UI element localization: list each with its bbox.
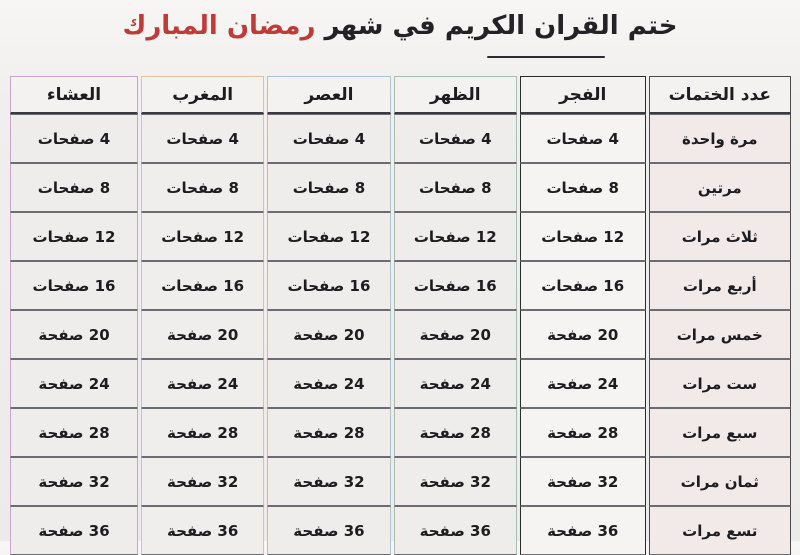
value-cell-fajr: 28 صفحة — [520, 408, 646, 457]
value-cell-maghrib: 12 صفحات — [141, 212, 264, 261]
row-label-cell: مرتين — [649, 163, 791, 212]
table-row — [10, 114, 791, 163]
table-row — [10, 310, 791, 359]
value-cell-isha: 8 صفحات — [10, 163, 138, 212]
value-cell-isha: 32 صفحة — [10, 457, 138, 506]
header-cell-completions: عدد الختمات — [649, 76, 791, 114]
value-cell-dhuhr: 24 صفحة — [394, 359, 517, 408]
value-cell-fajr: 12 صفحات — [520, 212, 646, 261]
title-underline — [487, 56, 605, 58]
value-cell-fajr: 36 صفحة — [520, 506, 646, 555]
value-cell-maghrib: 36 صفحة — [141, 506, 264, 555]
table-head — [10, 76, 791, 114]
value-cell-isha: 4 صفحات — [10, 114, 138, 163]
value-cell-maghrib: 24 صفحة — [141, 359, 264, 408]
value-cell-asr: 20 صفحة — [267, 310, 390, 359]
page-title — [0, 0, 800, 41]
row-label-cell: تسع مرات — [649, 506, 791, 555]
row-label-cell: ست مرات — [649, 359, 791, 408]
header-cell-maghrib: المغرب — [141, 76, 264, 114]
value-cell-asr: 28 صفحة — [267, 408, 390, 457]
table-body — [10, 114, 791, 555]
value-cell-fajr: 24 صفحة — [520, 359, 646, 408]
value-cell-isha: 16 صفحات — [10, 261, 138, 310]
table-row — [10, 212, 791, 261]
table-row — [10, 163, 791, 212]
header-cell-dhuhr: الظهر — [394, 76, 517, 114]
table-row — [10, 261, 791, 310]
value-cell-maghrib: 32 صفحة — [141, 457, 264, 506]
table-row — [10, 408, 791, 457]
row-label-cell: ثمان مرات — [649, 457, 791, 506]
header-cell-isha: العشاء — [10, 76, 138, 114]
value-cell-dhuhr: 28 صفحة — [394, 408, 517, 457]
header-cell-fajr: الفجر — [520, 76, 646, 114]
value-cell-dhuhr: 36 صفحة — [394, 506, 517, 555]
value-cell-fajr: 16 صفحات — [520, 261, 646, 310]
value-cell-dhuhr: 16 صفحات — [394, 261, 517, 310]
table-row — [10, 359, 791, 408]
title-text: ختم القران الكريم في شهر — [324, 11, 678, 41]
table-row — [10, 457, 791, 506]
value-cell-dhuhr: 32 صفحة — [394, 457, 517, 506]
value-cell-asr: 24 صفحة — [267, 359, 390, 408]
row-label-cell: خمس مرات — [649, 310, 791, 359]
value-cell-asr: 32 صفحة — [267, 457, 390, 506]
value-cell-fajr: 4 صفحات — [520, 114, 646, 163]
title-highlight: رمضان المبارك — [122, 11, 316, 41]
quran-completion-table — [7, 76, 794, 555]
value-cell-fajr: 8 صفحات — [520, 163, 646, 212]
value-cell-asr: 16 صفحات — [267, 261, 390, 310]
value-cell-maghrib: 4 صفحات — [141, 114, 264, 163]
value-cell-isha: 12 صفحات — [10, 212, 138, 261]
row-label-cell: ثلاث مرات — [649, 212, 791, 261]
value-cell-asr: 8 صفحات — [267, 163, 390, 212]
value-cell-dhuhr: 4 صفحات — [394, 114, 517, 163]
value-cell-fajr: 20 صفحة — [520, 310, 646, 359]
value-cell-fajr: 32 صفحة — [520, 457, 646, 506]
value-cell-isha: 24 صفحة — [10, 359, 138, 408]
value-cell-maghrib: 16 صفحات — [141, 261, 264, 310]
value-cell-maghrib: 28 صفحة — [141, 408, 264, 457]
value-cell-asr: 36 صفحة — [267, 506, 390, 555]
table-row — [10, 506, 791, 555]
header-row — [10, 76, 791, 114]
row-label-cell: أربع مرات — [649, 261, 791, 310]
value-cell-dhuhr: 12 صفحات — [394, 212, 517, 261]
row-label-cell: مرة واحدة — [649, 114, 791, 163]
row-label-cell: سبع مرات — [649, 408, 791, 457]
value-cell-maghrib: 8 صفحات — [141, 163, 264, 212]
value-cell-isha: 20 صفحة — [10, 310, 138, 359]
value-cell-asr: 4 صفحات — [267, 114, 390, 163]
value-cell-maghrib: 20 صفحة — [141, 310, 264, 359]
value-cell-dhuhr: 20 صفحة — [394, 310, 517, 359]
header-cell-asr: العصر — [267, 76, 390, 114]
value-cell-isha: 36 صفحة — [10, 506, 138, 555]
value-cell-isha: 28 صفحة — [10, 408, 138, 457]
value-cell-asr: 12 صفحات — [267, 212, 390, 261]
value-cell-dhuhr: 8 صفحات — [394, 163, 517, 212]
